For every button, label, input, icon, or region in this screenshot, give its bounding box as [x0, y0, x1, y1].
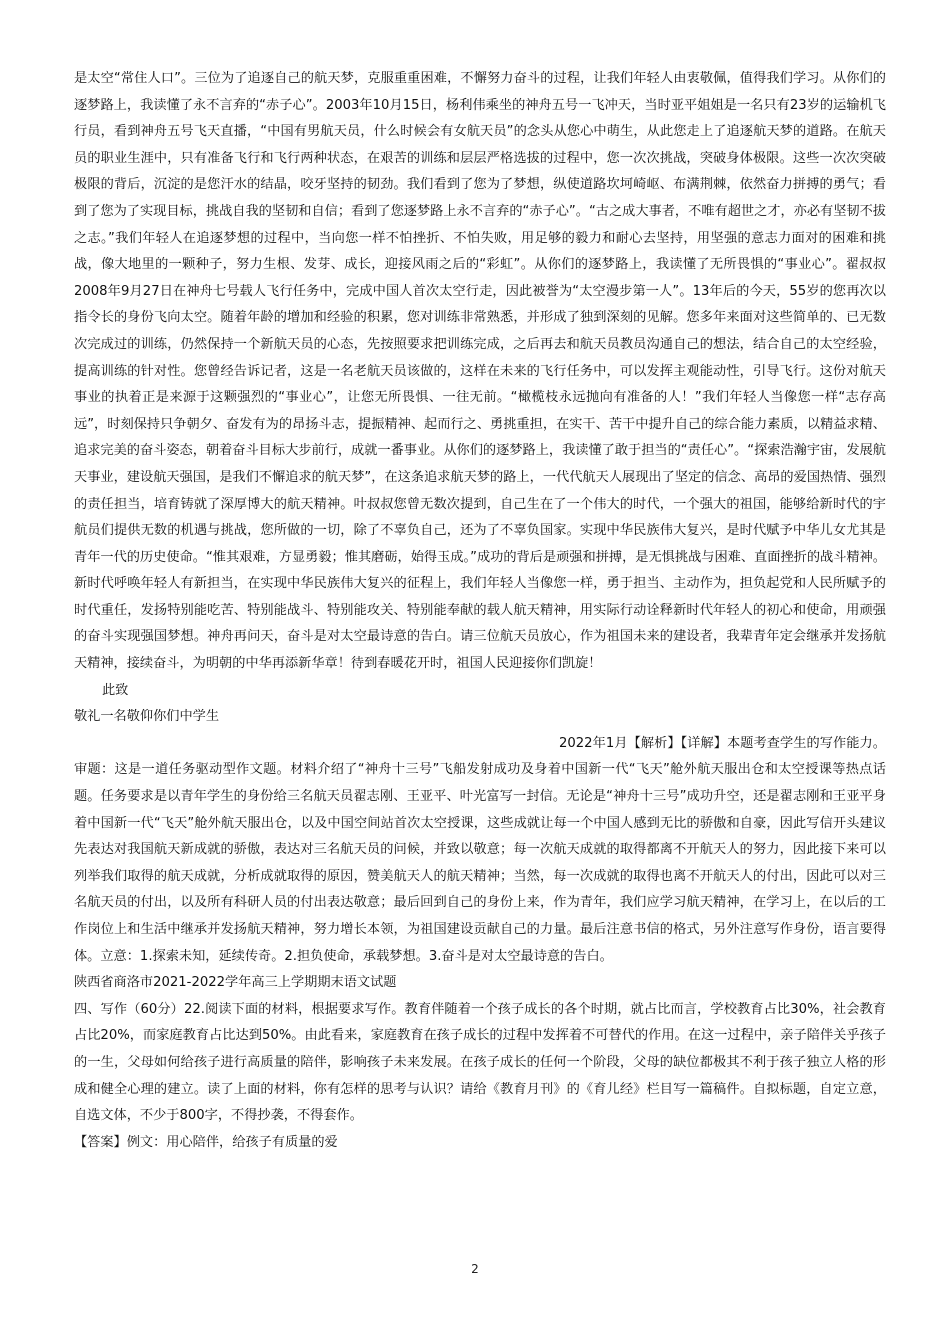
- writing-prompt-paragraph: 四、写作（60分）22.阅读下面的材料，根据要求写作。教育伴随着一个孩子成长的各个时期，就占比而言，学校教育占比30%，社会教育占比20%，而家庭教育占比达到50%。由此看来，家庭教育在孩子成长的过程中发挥着不可替代的作用。在这一过程中，亲子陪伴关乎孩子的一生，父母如何给孩子进行高质量的陪伴，影响孩子未来发展。在孩子成长的任何一个阶段，父母的缺位都极其不利于孩子独立人格的形成和健全心理的建立。读了上面的材料，你有怎样的思考与认识？请给《教育月刊》的《育儿经》栏目写一篇稿件。自拟标题，自定立意，自选文体，不少于800字，不得抄袭，不得套作。: [74, 1001, 886, 1124]
- analysis-paragraph: 2022年1月【解析】【详解】本题考查学生的写作能力。审题：这是一道任务驱动型作文题。材料介绍了“神舟十三号”飞船发射成功及身着中国新一代“飞天”舱外航天服出仓和太空授课等热点话题。任务要求是以青年学生的身份给三名航天员翟志刚、王亚平、叶光富写一封信。无论是“神舟十三号”成功升空，还是翟志刚和王亚平身着中国新一代“飞天”舱外航天服出仓，以及中国空间站首次太空授课，这些成就让每一个中国人感到无比的骄傲和自豪，因此写信开头建议先表达对我国航天新成就的骄傲，表达对三名航天员的问候，并致以敬意；每一次航天成就的取得都离不开航天人的努力，因此接下来可以列举我们取得的航天成就，分析成就取得的原因，赞美航天人的航天精神；当然，每一次成就的取得也离不开航天人的付出，因此可以对三名航天员的付出，以及所有科研人员的付出表达敬意；最后回到自己的身份上来，作为青年，我们应学习航天精神，在学习上，在以后的工作岗位上和生活中继承并发扬航天精神，努力增长本领，为祖国建设贡献自己的力量。最后注意书信的格式，另外注意写作身份，语言要得体。立意：1.探索未知，延续传奇。2.担负使命，承载梦想。3.奋斗是对太空最诗意的告白。: [74, 735, 886, 964]
- exam-source-title: 陕西省商洛市2021-2022学年高三上学期期末语文试题: [74, 975, 397, 991]
- closing-salutation: 此致: [102, 682, 129, 698]
- letter-body-paragraph: 是太空“常住人口”。三位为了追逐自己的航天梦，克服重重困难，不懈努力奋斗的过程，让我们年轻人由衷敬佩，值得我们学习。从你们的逐梦路上，我读懂了永不言弃的“赤子心”。2003年10月15日，杨利伟乘坐的神舟五号一飞冲天，当时亚平姐姐是一名只有23岁的运输机飞行员，看到神舟五号飞天直播，“中国有男航天员，什么时候会有女航天员”的念头从您心中萌生，从此您走上了追逐航天梦的道路。在航天员的职业生涯中，只有准备飞行和飞行两种状态，在艰苦的训练和层层严格选拔的过程中，您一次次挑战，突破身体极限。这些一次次突破极限的背后，沉淀的是您汗水的结晶，咬牙坚持的韧劲。我们看到了您为了梦想，纵使道路坎坷崎岖、布满荆棘，依然奋力拼搏的勇气；看到了您为了实现目标，挑战自我的坚韧和自信；看到了您逐梦路上永不言弃的“赤子心”。“古之成大事者，不唯有超世之才，亦必有坚韧不拔之志。”我们年轻人在追逐梦想的过程中，当向您一样不怕挫折、不怕失败，用足够的毅力和耐心去坚持，用坚强的意志力面对的困难和挑战，像大地里的一颗种子，努力生根、发芽、成长，迎接风雨之后的“彩虹”。从你们的逐梦路上，我读懂了无所畏惧的“事业心”。翟叔叔2008年9月27日在神舟七号载人飞行任务中，完成中国人首次太空行走，因此被誉为“太空漫步第一人”。13年后的今天，55岁的您再次以指令长的身份飞向太空。随着年龄的增加和经验的积累，您对训练非常熟悉，并形成了独到深刻的见解。您多年来面对这些简单的、已无数次完成过的训练，仍然保持一个新航天员的心态，先按照要求把训练完成，之后再去和航天员教员沟通自己的想法，结合自己的太空经验，提高训练的针对性。您曾经告诉记者，这是一名老航天员该做的，这样在未来的飞行任务中，可以发挥主观能动性，引导飞行。这份对航天事业的执着正是来源于这颗强烈的“事业心”，让您无所畏惧、一往无前。“橄榄枝永远抛向有准备的人！”我们年轻人当像您一样“志存高远”，时刻保持只争朝夕、奋发有为的昂扬斗志，提振精神、起而行之、勇挑重担，在实干、苦干中提升自己的综合能力素质，以精益求精、追求完美的奋斗姿态，朝着奋斗目标大步前行，成就一番事业。从你们的逐梦路上，我读懂了敢于担当的“责任心”。“探索浩瀚宇宙，发展航天事业，建设航天强国，是我们不懈追求的航天梦”，在这条追求航天梦的路上，一代代航天人展现出了坚定的信念、高昂的爱国热情、强烈的责任担当，培育铸就了深厚博大的航天精神。叶叔叔您曾无数次提到，自己生在了一个伟大的时代，一个强大的祖国，能够给新时代的宇航员们提供无数的机遇与挑战，您所做的一切，除了不辜负自己，还为了不辜负国家。实现中华民族伟大复兴，是时代赋予中华儿女尤其是青年一代的历史使命。“惟其艰难，方显勇毅；惟其磨砺，始得玉成。”成功的背后是顽强和拼搏，是无惧挑战与困难、直面挫折的战斗精神。新时代呼唤年轻人有新担当，在实现中华民族伟大复兴的征程上，我们年轻人当像您一样，勇于担当、主动作为，担负起党和人民所赋予的时代重任，发扬特别能吃苦、特别能战斗、特别能攻关、特别能奉献的载人航天精神，用实际行动诠释新时代年轻人的初心和使命，用顽强的奋斗实现强国梦想。神舟再问天，奋斗是对太空最诗意的告白。请三位航天员放心，作为祖国未来的建设者，我辈青年定会继承并发扬航天精神，接续奋斗，为明朝的中华再添新华章！待到春暖花开时，祖国人民迎接你们凯旋！: [74, 71, 886, 672]
- document-body: [74, 66, 886, 1156]
- closing-signature: 敬礼一名敬仰你们中学生: [74, 709, 220, 725]
- page-number: 2: [471, 1262, 479, 1276]
- answer-heading: 【答案】例文：用心陪伴，给孩子有质量的爱: [74, 1134, 338, 1150]
